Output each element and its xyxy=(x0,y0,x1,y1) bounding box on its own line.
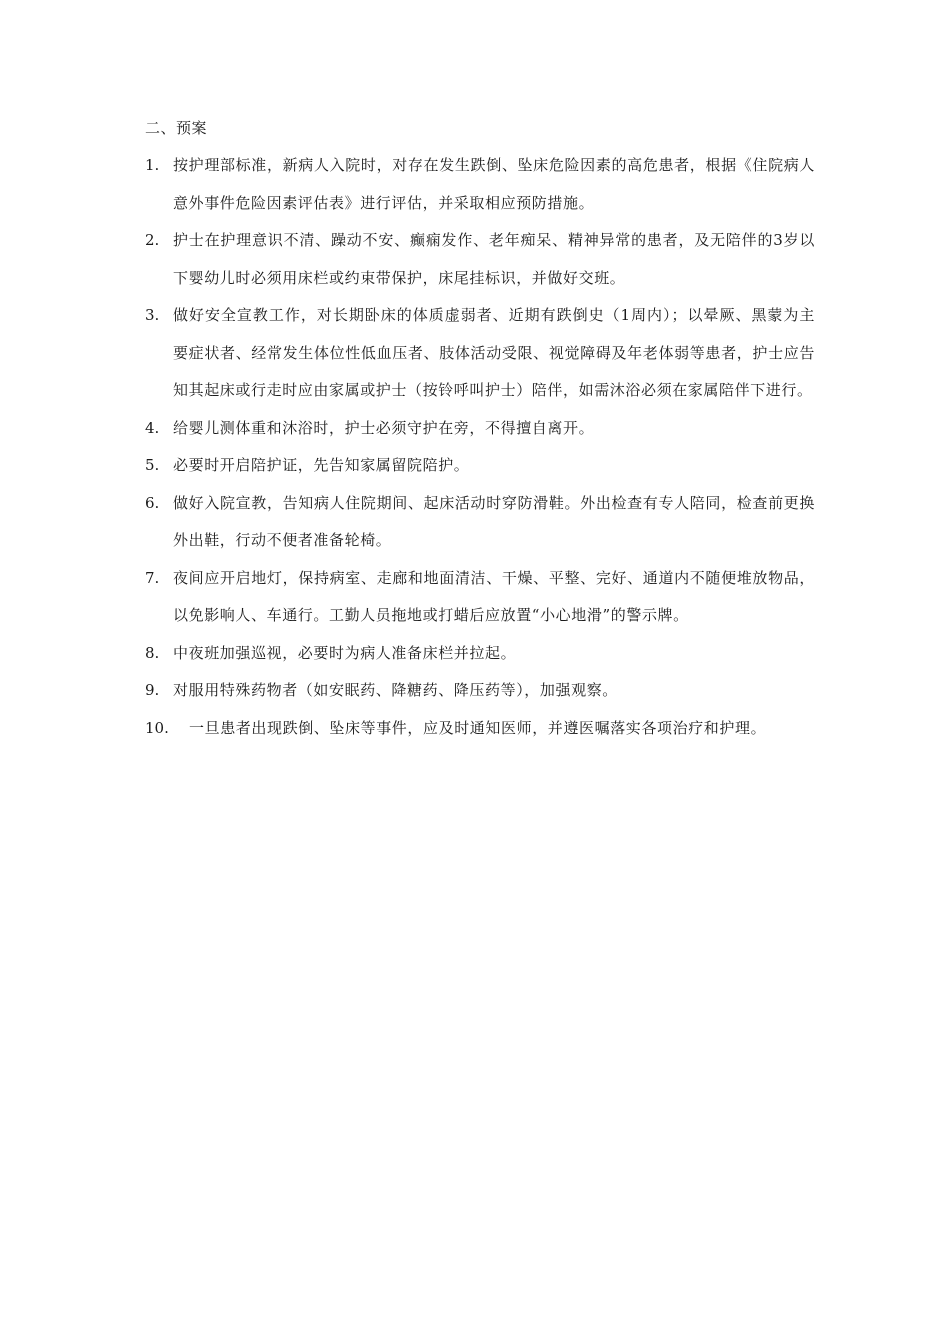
list-item xyxy=(145,672,815,710)
list-item xyxy=(145,560,815,635)
item-number: 5. xyxy=(145,456,160,474)
item-text: 必要时开启陪护证，先告知家属留院陪护。 xyxy=(173,456,470,474)
list-item xyxy=(145,147,815,222)
item-number: 1. xyxy=(145,156,160,174)
item-text: 一旦患者出现跌倒、坠床等事件，应及时通知医师，并遵医嘱落实各项治疗和护理。 xyxy=(189,718,767,737)
list-item xyxy=(145,710,815,748)
item-number: 9. xyxy=(145,681,160,699)
item-number: 6. xyxy=(145,493,160,512)
list-item xyxy=(145,410,815,448)
item-text: 护士在护理意识不清、躁动不安、癫痫发作、老年痴呆、精神异常的患者，及无陪伴的3岁以下婴幼儿时必须用床栏或约束带保护，床尾挂标识，并做好交班。 xyxy=(173,231,815,287)
item-number: 8. xyxy=(145,643,160,662)
item-text: 做好安全宣教工作，对长期卧床的体质虚弱者、近期有跌倒史（1周内）；以晕厥、黑蒙为主要症状者、经常发生体位性低血压者、肢体活动受限、视觉障碍及年老体弱等患者，护士应告知其起床或行走时应由家属或护士（按铃呼叫护士）陪伴，如需沐浴必须在家属陪伴下进行。 xyxy=(173,306,815,399)
list-item xyxy=(145,222,815,297)
section-title: 二、预案 xyxy=(145,119,208,137)
item-number: 3. xyxy=(145,306,160,324)
item-text: 中夜班加强巡视，必要时为病人准备床栏并拉起。 xyxy=(173,643,517,662)
item-number: 2. xyxy=(145,231,160,249)
list-item xyxy=(145,447,815,485)
list-item xyxy=(145,635,815,673)
item-number: 10. xyxy=(145,718,169,737)
list-item xyxy=(145,297,815,410)
item-number: 7. xyxy=(145,568,160,587)
item-number: 4. xyxy=(145,418,160,437)
list-item xyxy=(145,485,815,560)
plan-list xyxy=(145,147,815,747)
item-text: 做好入院宣教，告知病人住院期间、起床活动时穿防滑鞋。外出检查有专人陪同，检查前更换外出鞋，行动不便者准备轮椅。 xyxy=(173,493,815,549)
item-text: 按护理部标准，新病人入院时，对存在发生跌倒、坠床危险因素的高危患者，根据《住院病人意外事件危险因素评估表》进行评估，并采取相应预防措施。 xyxy=(173,156,815,212)
item-text: 对服用特殊药物者（如安眠药、降糖药、降压药等），加强观察。 xyxy=(173,681,618,699)
item-text: 夜间应开启地灯，保持病室、走廊和地面清洁、干燥、平整、完好、通道内不随便堆放物品，以免影响人、车通行。工勤人员拖地或打蜡后应放置“小心地滑”的警示牌。 xyxy=(173,568,815,624)
item-text: 给婴儿测体重和沐浴时，护士必须守护在旁，不得擅自离开。 xyxy=(173,418,595,437)
